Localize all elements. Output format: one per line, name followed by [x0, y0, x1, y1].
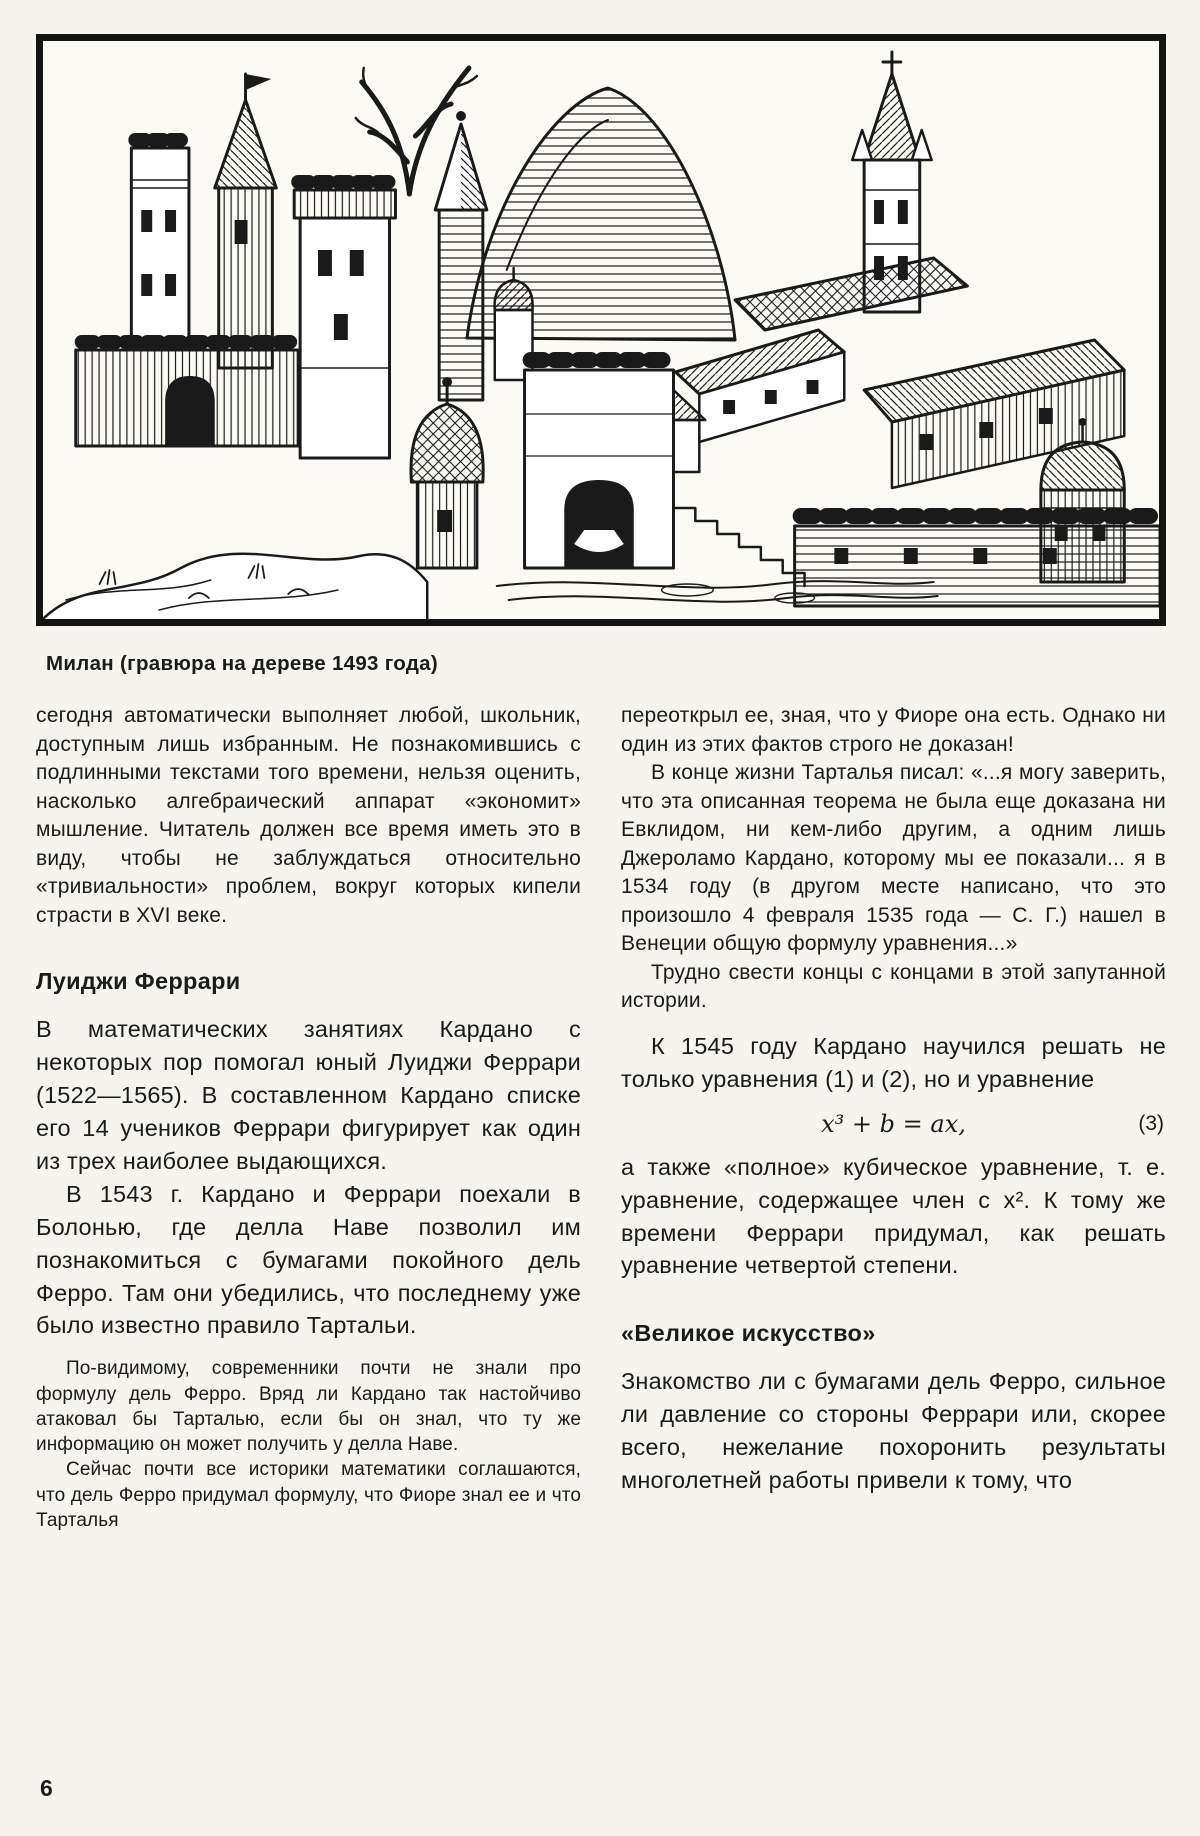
right-column — [621, 702, 1166, 1533]
paragraph: а также «полное» кубическое уравнение, т. е. уравнение, содержащее член с x². К тому же времени Феррари придумал, как решать уравнение четвертой степени. — [621, 1153, 1166, 1279]
heading-velikoe-iskusstvo: «Великое искусство» — [621, 1320, 876, 1347]
text-columns — [36, 702, 1166, 1533]
engraving-caption: Милан (гравюра на дереве 1493 года) — [46, 652, 439, 675]
equation-3-row — [621, 1110, 1166, 1139]
paragraph: Трудно свести концы с концами в этой запутанной истории. — [621, 960, 1166, 1013]
fine-print-paragraph: По-видимому, современники почти не знали про формулу дель Ферро. Вряд ли Кардано так настойчиво атаковал бы Тарталью, если бы он знал, что ту же информацию он может получить у делла Наве. — [36, 1358, 581, 1456]
paragraph-continuation: переоткрыл ее, зная, что у Фиоре она есть. Однако ни один из этих фактов строго не доказан! — [621, 704, 1166, 756]
heading-luigi-ferrari: Луиджи Феррари — [36, 968, 241, 995]
paragraph: В математических занятиях Кардано с некоторых пор помогал юный Луиджи Феррари (1522—1565). В составленном Кардано списке его 14 учеников Феррари фигурирует как один из трех наиболее выдающихся. — [36, 1016, 581, 1174]
equation-number: (3) — [1138, 1111, 1164, 1135]
page-number: 6 — [40, 1775, 53, 1801]
paragraph: К 1545 году Кардано научился решать не только уравнения (1) и (2), но и уравнение — [621, 1033, 1166, 1092]
left-column — [36, 702, 581, 1533]
fine-print-paragraph: Сейчас почти все историки математики соглашаются, что дель Ферро придумал формулу, что Фиоре знал ее и что Тарталья — [36, 1459, 581, 1531]
paragraph: В конце жизни Тарталья писал: «...я могу заверить, что эта описанная теорема не была еще доказана ни Евклидом, ни кем-либо другим, а одним лишь Джероламо Кардано, которому мы ее показали... я в 1534 году (в другом месте написано, что это произошло 4 февраля 1535 года — С. Г.) нашел в Венеции общую формулу уравнения...» — [621, 761, 1166, 956]
equation-3: x³ + b = ax, — [821, 1109, 966, 1138]
paragraph: Знакомство ли с бумагами дель Ферро, сильное ли давление со стороны Феррари или, скорее всего, нежелание похоронить результаты многолетней работы привели к тому, что — [621, 1368, 1166, 1494]
woodcut-cityscape — [40, 38, 1162, 622]
paragraph: В 1543 г. Кардано и Феррари поехали в Болонью, где делла Наве позволил им познакомиться с бумагами покойного дель Ферро. Там они убедились, что последнему уже было известно правило Тартальи. — [36, 1180, 581, 1339]
paragraph-continuation: сегодня автоматически выполняет любой, школьник, доступным лишь избранным. Не познакомившись с подлинными текстами того времени, нельзя оценить, насколько алгебраический аппарат «экономит» мышление. Читатель должен все время иметь это в виду, чтобы не заблуждаться относительно «тривиальности» проблем, вокруг которых кипели страсти в XVI веке. — [36, 704, 581, 927]
milan-woodcut-illustration — [36, 34, 1166, 626]
